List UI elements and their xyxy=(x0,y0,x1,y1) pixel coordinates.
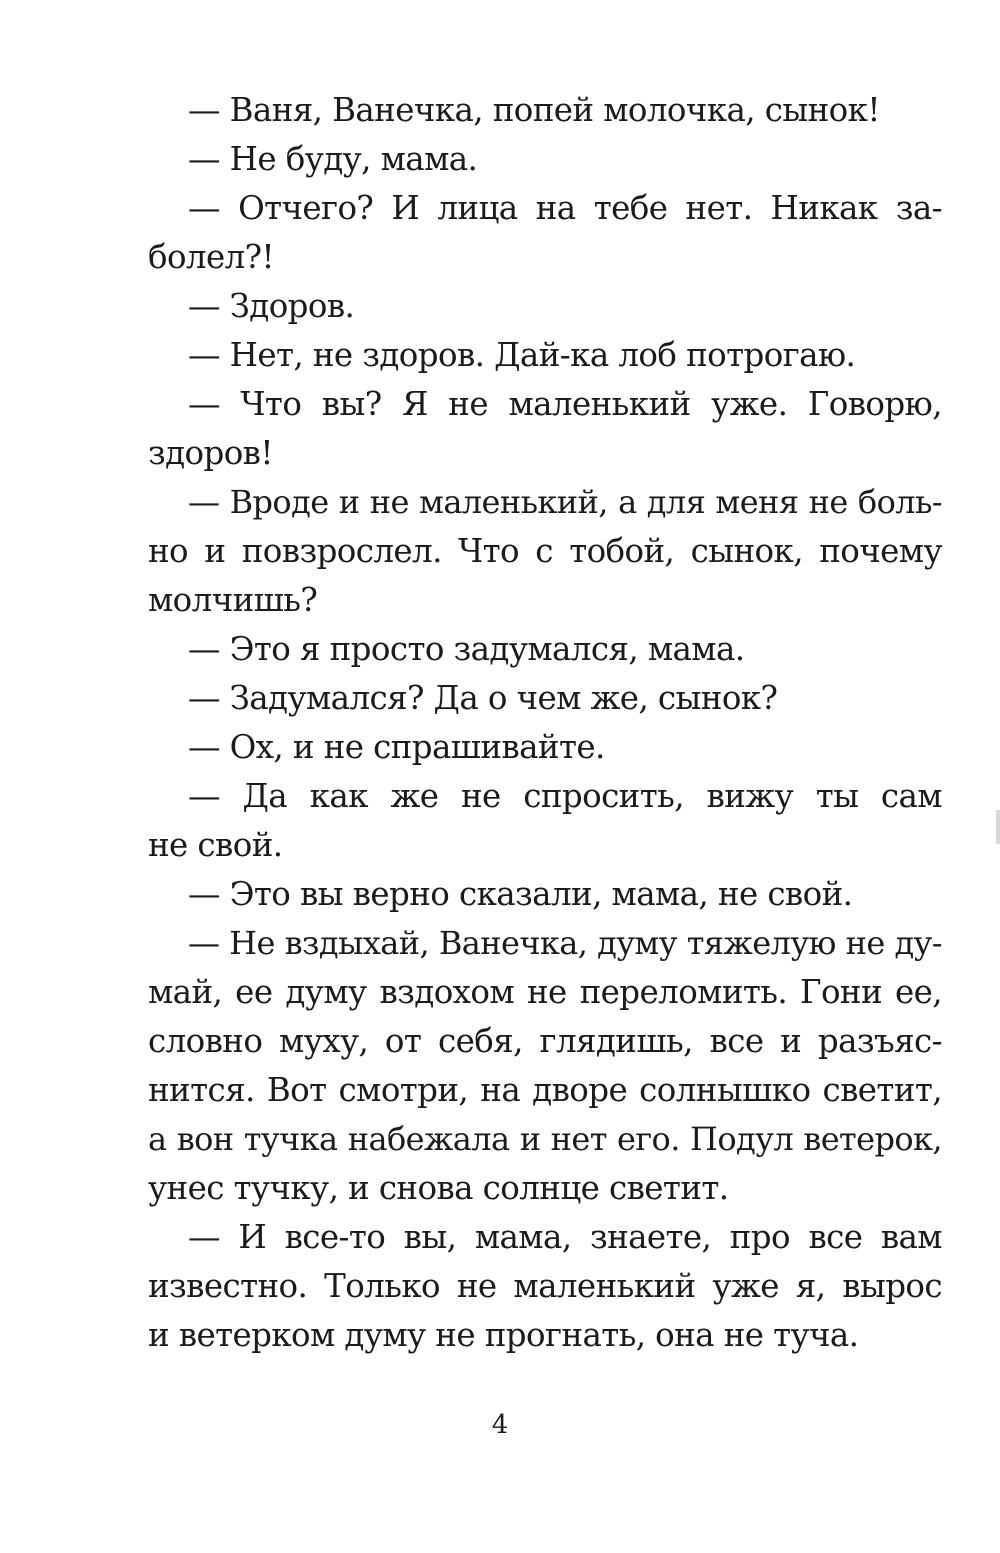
page-number: 4 xyxy=(491,1410,509,1440)
text-line: унес тучку, и снова солнце светит. xyxy=(148,1169,729,1207)
text-line: — Не буду, мама. xyxy=(188,140,478,178)
text-line: — Это я просто задумался, мама. xyxy=(188,630,745,668)
text-line: — Это вы верно сказали, мама, не свой. xyxy=(188,875,853,913)
text-line: — Задумался? Да о чем же, сынок? xyxy=(188,679,778,717)
text-line: болел?! xyxy=(148,238,274,276)
text-line: а вон тучка набежала и нет его. Подул ветерок, xyxy=(148,1120,942,1158)
text-line: май, ее думу вздохом не переломить. Гони ее, xyxy=(148,973,942,1011)
page-text xyxy=(148,86,942,1360)
text-line: — Вроде и не маленький, а для меня не боль- xyxy=(188,483,942,521)
text-line: — Здоров. xyxy=(188,287,355,325)
text-line: нится. Вот смотри, на дворе солнышко светит, xyxy=(148,1071,942,1109)
text-line: — Не вздыхай, Ванечка, думу тяжелую не ду- xyxy=(188,924,942,962)
text-line: — И все-то вы, мама, знаете, про все вам xyxy=(188,1218,942,1256)
text-line: но и повзрослел. Что с тобой, сынок, почему xyxy=(148,532,942,570)
text-line: известно. Только не маленький уже я, вырос xyxy=(148,1267,942,1305)
text-line: и ветерком думу не прогнать, она не туча. xyxy=(148,1316,859,1354)
text-line: — Да как же не спросить, вижу ты сам xyxy=(188,777,942,815)
text-line: — Что вы? Я не маленький уже. Говорю, xyxy=(188,385,942,423)
text-line: — Нет, не здоров. Дай-ка лоб потрогаю. xyxy=(188,336,856,374)
text-line: — Ваня, Ванечка, попей молочка, сынок! xyxy=(188,91,880,129)
page-edge-mark xyxy=(996,810,1000,844)
text-line: молчишь? xyxy=(148,581,318,619)
text-line: — Ох, и не спрашивайте. xyxy=(188,728,605,766)
text-line: здоров! xyxy=(148,434,273,472)
text-line: не свой. xyxy=(148,826,283,864)
text-line: — Отчего? И лица на тебе нет. Никак за- xyxy=(188,189,942,227)
text-line: словно муху, от себя, глядишь, все и разъяс- xyxy=(148,1022,942,1060)
